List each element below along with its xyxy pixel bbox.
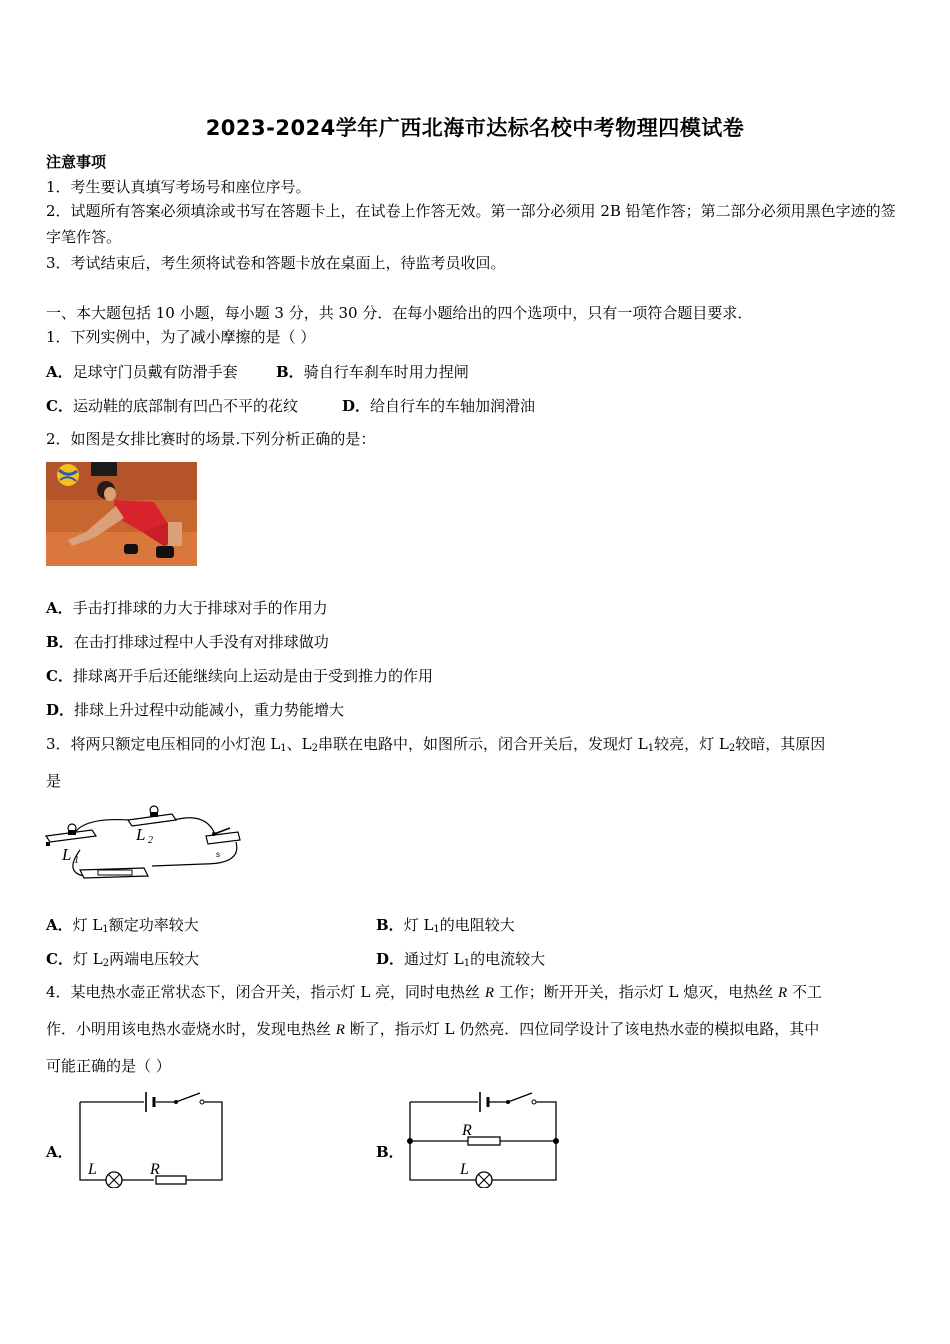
option-text: 通过灯 L	[404, 950, 464, 968]
section-heading: 一、本大题包括 10 小题，每小题 3 分，共 30 分．在每小题给出的四个选项中，只有一项符合题目要求．	[46, 304, 753, 322]
q3-stem-part: 、L	[286, 735, 312, 753]
q3-stem-part: 串联在电路中，如图所示，闭合开关后，发现灯 L	[318, 735, 648, 753]
q4-option-b-circuit	[404, 1088, 564, 1188]
q3-option-a	[46, 914, 199, 935]
q2-stem: 2．如图是女排比赛时的场景.下列分析正确的是：	[46, 430, 376, 448]
q2-option-c	[46, 665, 433, 686]
note-item-3: 3．考试结束后，考生须将试卷和答题卡放在桌面上，待监考员收回。	[46, 254, 506, 272]
option-letter: A．	[46, 599, 73, 617]
option-text: 运动鞋的底部制有凹凸不平的花纹	[72, 397, 298, 415]
subscript: 1	[280, 743, 287, 754]
option-text: 给自行车的车轴加润滑油	[370, 397, 536, 415]
q1-option-b	[276, 361, 469, 382]
option-letter: B．	[376, 916, 404, 934]
lamp2-sub: 2	[148, 835, 153, 846]
q3-stem-part: 较亮，灯 L	[654, 735, 729, 753]
q3-stem-part: 较暗，其原因	[735, 735, 826, 753]
q2-option-d	[46, 699, 344, 720]
option-letter: C．	[46, 950, 73, 968]
q2-option-b	[46, 631, 329, 652]
q2-option-a	[46, 597, 328, 618]
option-text: 灯 L	[403, 916, 434, 934]
q4-option-a-letter: A．	[46, 1143, 73, 1161]
q3-option-b	[376, 914, 515, 935]
option-letter: A．	[46, 363, 73, 381]
subscript: 2	[311, 743, 318, 754]
q3-stem-line2: 是	[46, 772, 62, 790]
q3-series-circuit	[44, 802, 244, 884]
lamp2-label: L	[136, 825, 146, 844]
option-text: 的电阻较大	[439, 916, 515, 934]
resistor-symbol: R	[484, 985, 494, 1001]
lamp-label: L	[88, 1161, 97, 1178]
q4-stem-line2	[46, 1019, 819, 1040]
q1-option-c	[46, 395, 298, 416]
option-letter: B．	[46, 633, 74, 651]
subscript: 2	[102, 958, 110, 969]
option-letter: D．	[376, 950, 405, 968]
option-text: 手击打排球的力大于排球对手的作用力	[72, 599, 328, 617]
option-letter: A．	[46, 916, 73, 934]
subscript: 2	[728, 743, 736, 754]
option-letter: C．	[46, 397, 73, 415]
option-text: 两端电压较大	[109, 950, 200, 968]
resistor-label: R	[462, 1122, 472, 1139]
q1-option-d	[342, 395, 535, 416]
option-letter: C．	[46, 667, 73, 685]
q4-option-b-letter: B．	[376, 1143, 404, 1161]
q4-stem-part: 作．小明用该电热水壶烧水时，发现电热丝	[46, 1020, 336, 1038]
notes-heading: 注意事项	[46, 153, 107, 171]
option-text: 灯 L	[72, 950, 103, 968]
q4-stem-part: 不工	[787, 983, 822, 1001]
volleyball-photo	[46, 462, 197, 566]
q4-stem-part: 断了，指示灯 L 仍然亮．四位同学设计了该电热水壶的模拟电路，其中	[344, 1020, 820, 1038]
option-text: 足球守门员戴有防滑手套	[72, 363, 238, 381]
exam-title: 2023-2024学年广西北海市达标名校中考物理四模试卷	[205, 116, 745, 140]
resistor-symbol: R	[335, 1022, 345, 1038]
switch-label: s	[216, 850, 220, 859]
subscript: 1	[102, 924, 109, 935]
q3-stem	[46, 734, 825, 759]
option-text: 额定功率较大	[108, 916, 199, 934]
q1-option-a	[46, 361, 238, 382]
q3-option-d	[376, 948, 545, 969]
q4-option-a-circuit	[74, 1088, 230, 1188]
option-text: 灯 L	[72, 916, 103, 934]
option-text: 的电流较大	[470, 950, 546, 968]
note-item-2: 2．试题所有答案必须填涂或书写在答题卡上，在试卷上作答无效。第一部分必须用 2B 铅笔作答；第二部分必须用黑色字迹的签字笔作答。	[46, 202, 896, 246]
q4-stem-line1	[46, 982, 822, 1003]
subscript: 1	[463, 958, 471, 969]
option-letter: B．	[276, 363, 304, 381]
subscript: 1	[647, 743, 655, 754]
option-text: 排球离开手后还能继续向上运动是由于受到推力的作用	[72, 667, 433, 685]
option-text: 骑自行车刹车时用力捏闸	[303, 363, 469, 381]
resistor-label: R	[150, 1161, 160, 1178]
q4-stem-part: 工作；断开开关，指示灯 L 熄灭，电热丝	[493, 983, 779, 1001]
option-letter: D．	[46, 701, 75, 719]
lamp-label: L	[460, 1161, 469, 1178]
q4-stem-part: 4．某电热水壶正常状态下，闭合开关，指示灯 L 亮，同时电热丝	[46, 983, 485, 1001]
q3-stem-part: 3．将两只额定电压相同的小灯泡 L	[46, 735, 281, 753]
lamp1-label: L	[62, 845, 72, 864]
q3-option-c	[46, 948, 199, 969]
option-letter: D．	[342, 397, 371, 415]
lamp1-sub: 1	[74, 855, 79, 866]
option-text: 排球上升过程中动能减小，重力势能增大	[74, 701, 345, 719]
q4-stem-line3: 可能正确的是（ ）	[46, 1057, 171, 1075]
q1-stem: 1．下列实例中，为了减小摩擦的是（ ）	[46, 328, 316, 346]
resistor-symbol: R	[778, 985, 788, 1001]
option-text: 在击打排球过程中人手没有对排球做功	[73, 633, 329, 651]
subscript: 1	[433, 924, 440, 935]
note-item-1: 1．考生要认真填写考场号和座位序号。	[46, 178, 311, 196]
